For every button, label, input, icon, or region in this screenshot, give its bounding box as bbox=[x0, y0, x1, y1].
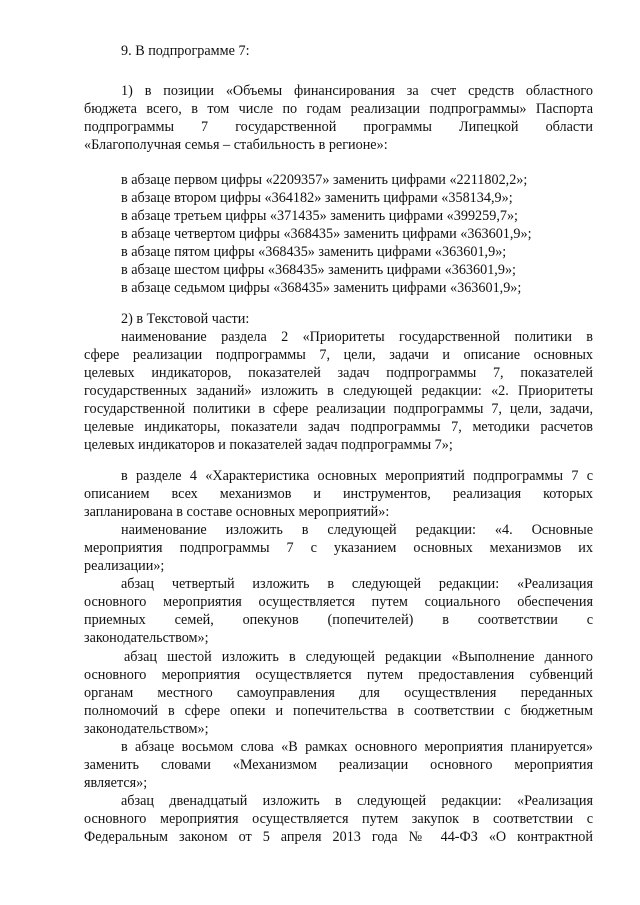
text-line: 1) в позиции «Объемы финансирования за счет средств областного bbox=[121, 83, 593, 99]
list-item: в абзаце шестом цифры «368435» заменить цифрами «363601,9»; bbox=[121, 262, 516, 278]
text-line: бюджета всего, в том числе по годам реализации подпрограммы» Паспорта bbox=[84, 101, 593, 117]
text-line: целевых индикаторов, показателей задач подпрограммы 7, показателей bbox=[84, 365, 593, 381]
list-item: в абзаце седьмом цифры «368435» заменить цифрами «363601,9»; bbox=[121, 280, 522, 296]
text-line: государственных заданий» изложить в следующей редакции: «2. Приоритеты bbox=[84, 383, 593, 399]
text-line: описанием всех механизмов и инструментов, реализация которых bbox=[84, 486, 593, 502]
text-line: абзац четвертый изложить в следующей редакции: «Реализация bbox=[121, 576, 593, 592]
text-line: законодательством»; bbox=[84, 721, 209, 737]
text-line: основного мероприятия осуществляется путем закупок в соответствии с bbox=[84, 811, 593, 827]
text-line: основного мероприятия осуществляется путем предоставления субвенций bbox=[84, 667, 593, 683]
text-line: заменить словами «Механизмом реализации основного мероприятия bbox=[84, 757, 593, 773]
section-heading: 9. В подпрограмме 7: bbox=[121, 43, 250, 59]
text-line: приемных семей, опекунов (попечителей) в соответствии с bbox=[84, 612, 593, 628]
text-line: Федеральным законом от 5 апреля 2013 года № 44-ФЗ «О контрактной bbox=[84, 829, 593, 845]
list-item: в абзаце втором цифры «364182» заменить цифрами «358134,9»; bbox=[121, 190, 513, 206]
text-line: целевых индикаторов и показателей задач подпрограммы 7»; bbox=[84, 437, 453, 453]
text-line: «Благополучная семья – стабильность в регионе»: bbox=[84, 137, 388, 153]
text-line: в разделе 4 «Характеристика основных мероприятий подпрограммы 7 с bbox=[121, 468, 593, 484]
text-line: основного мероприятия осуществляется путем социального обеспечения bbox=[84, 594, 593, 610]
text-line: запланирована в составе основных мероприятий»: bbox=[84, 504, 390, 520]
text-line: целевые индикаторы, показатели задач подпрограммы 7, методики расчетов bbox=[84, 419, 593, 435]
text-line: мероприятия подпрограммы 7 с указанием основных механизмов их bbox=[84, 540, 593, 556]
text-line: органам местного самоуправления для осуществления переданных bbox=[84, 685, 593, 701]
list-item: в абзаце пятом цифры «368435» заменить цифрами «363601,9»; bbox=[121, 244, 507, 260]
text-line: абзац двенадцатый изложить в следующей редакции: «Реализация bbox=[121, 793, 593, 809]
list-item: в абзаце четвертом цифры «368435» заменить цифрами «363601,9»; bbox=[121, 226, 532, 242]
list-item: в абзаце первом цифры «2209357» заменить цифрами «2211802,2»; bbox=[121, 172, 528, 188]
list-item: в абзаце третьем цифры «371435» заменить цифрами «399259,7»; bbox=[121, 208, 519, 224]
text-line: реализации»; bbox=[84, 558, 165, 574]
text-line: наименование раздела 2 «Приоритеты государственной политики в bbox=[121, 329, 593, 345]
text-line: является»; bbox=[84, 775, 148, 791]
text-line: законодательством»; bbox=[84, 630, 209, 646]
text-line: в абзаце восьмом слова «В рамках основного мероприятия планируется» bbox=[121, 739, 593, 755]
text-line: наименование изложить в следующей редакции: «4. Основные bbox=[121, 522, 593, 538]
text-line: государственной политики в сфере реализации подпрограммы 7, цели, задачи, bbox=[84, 401, 593, 417]
text-line: полномочий в сфере опеки и попечительства в соответствии с бюджетным bbox=[84, 703, 593, 719]
item-2-title: 2) в Текстовой части: bbox=[121, 311, 250, 327]
text-line: сфере реализации подпрограммы 7, цели, задачи и описание основных bbox=[84, 347, 593, 363]
text-line: подпрограммы 7 государственной программы Липецкой области bbox=[84, 119, 593, 135]
text-line: абзац шестой изложить в следующей редакции «Выполнение данного bbox=[124, 649, 593, 665]
